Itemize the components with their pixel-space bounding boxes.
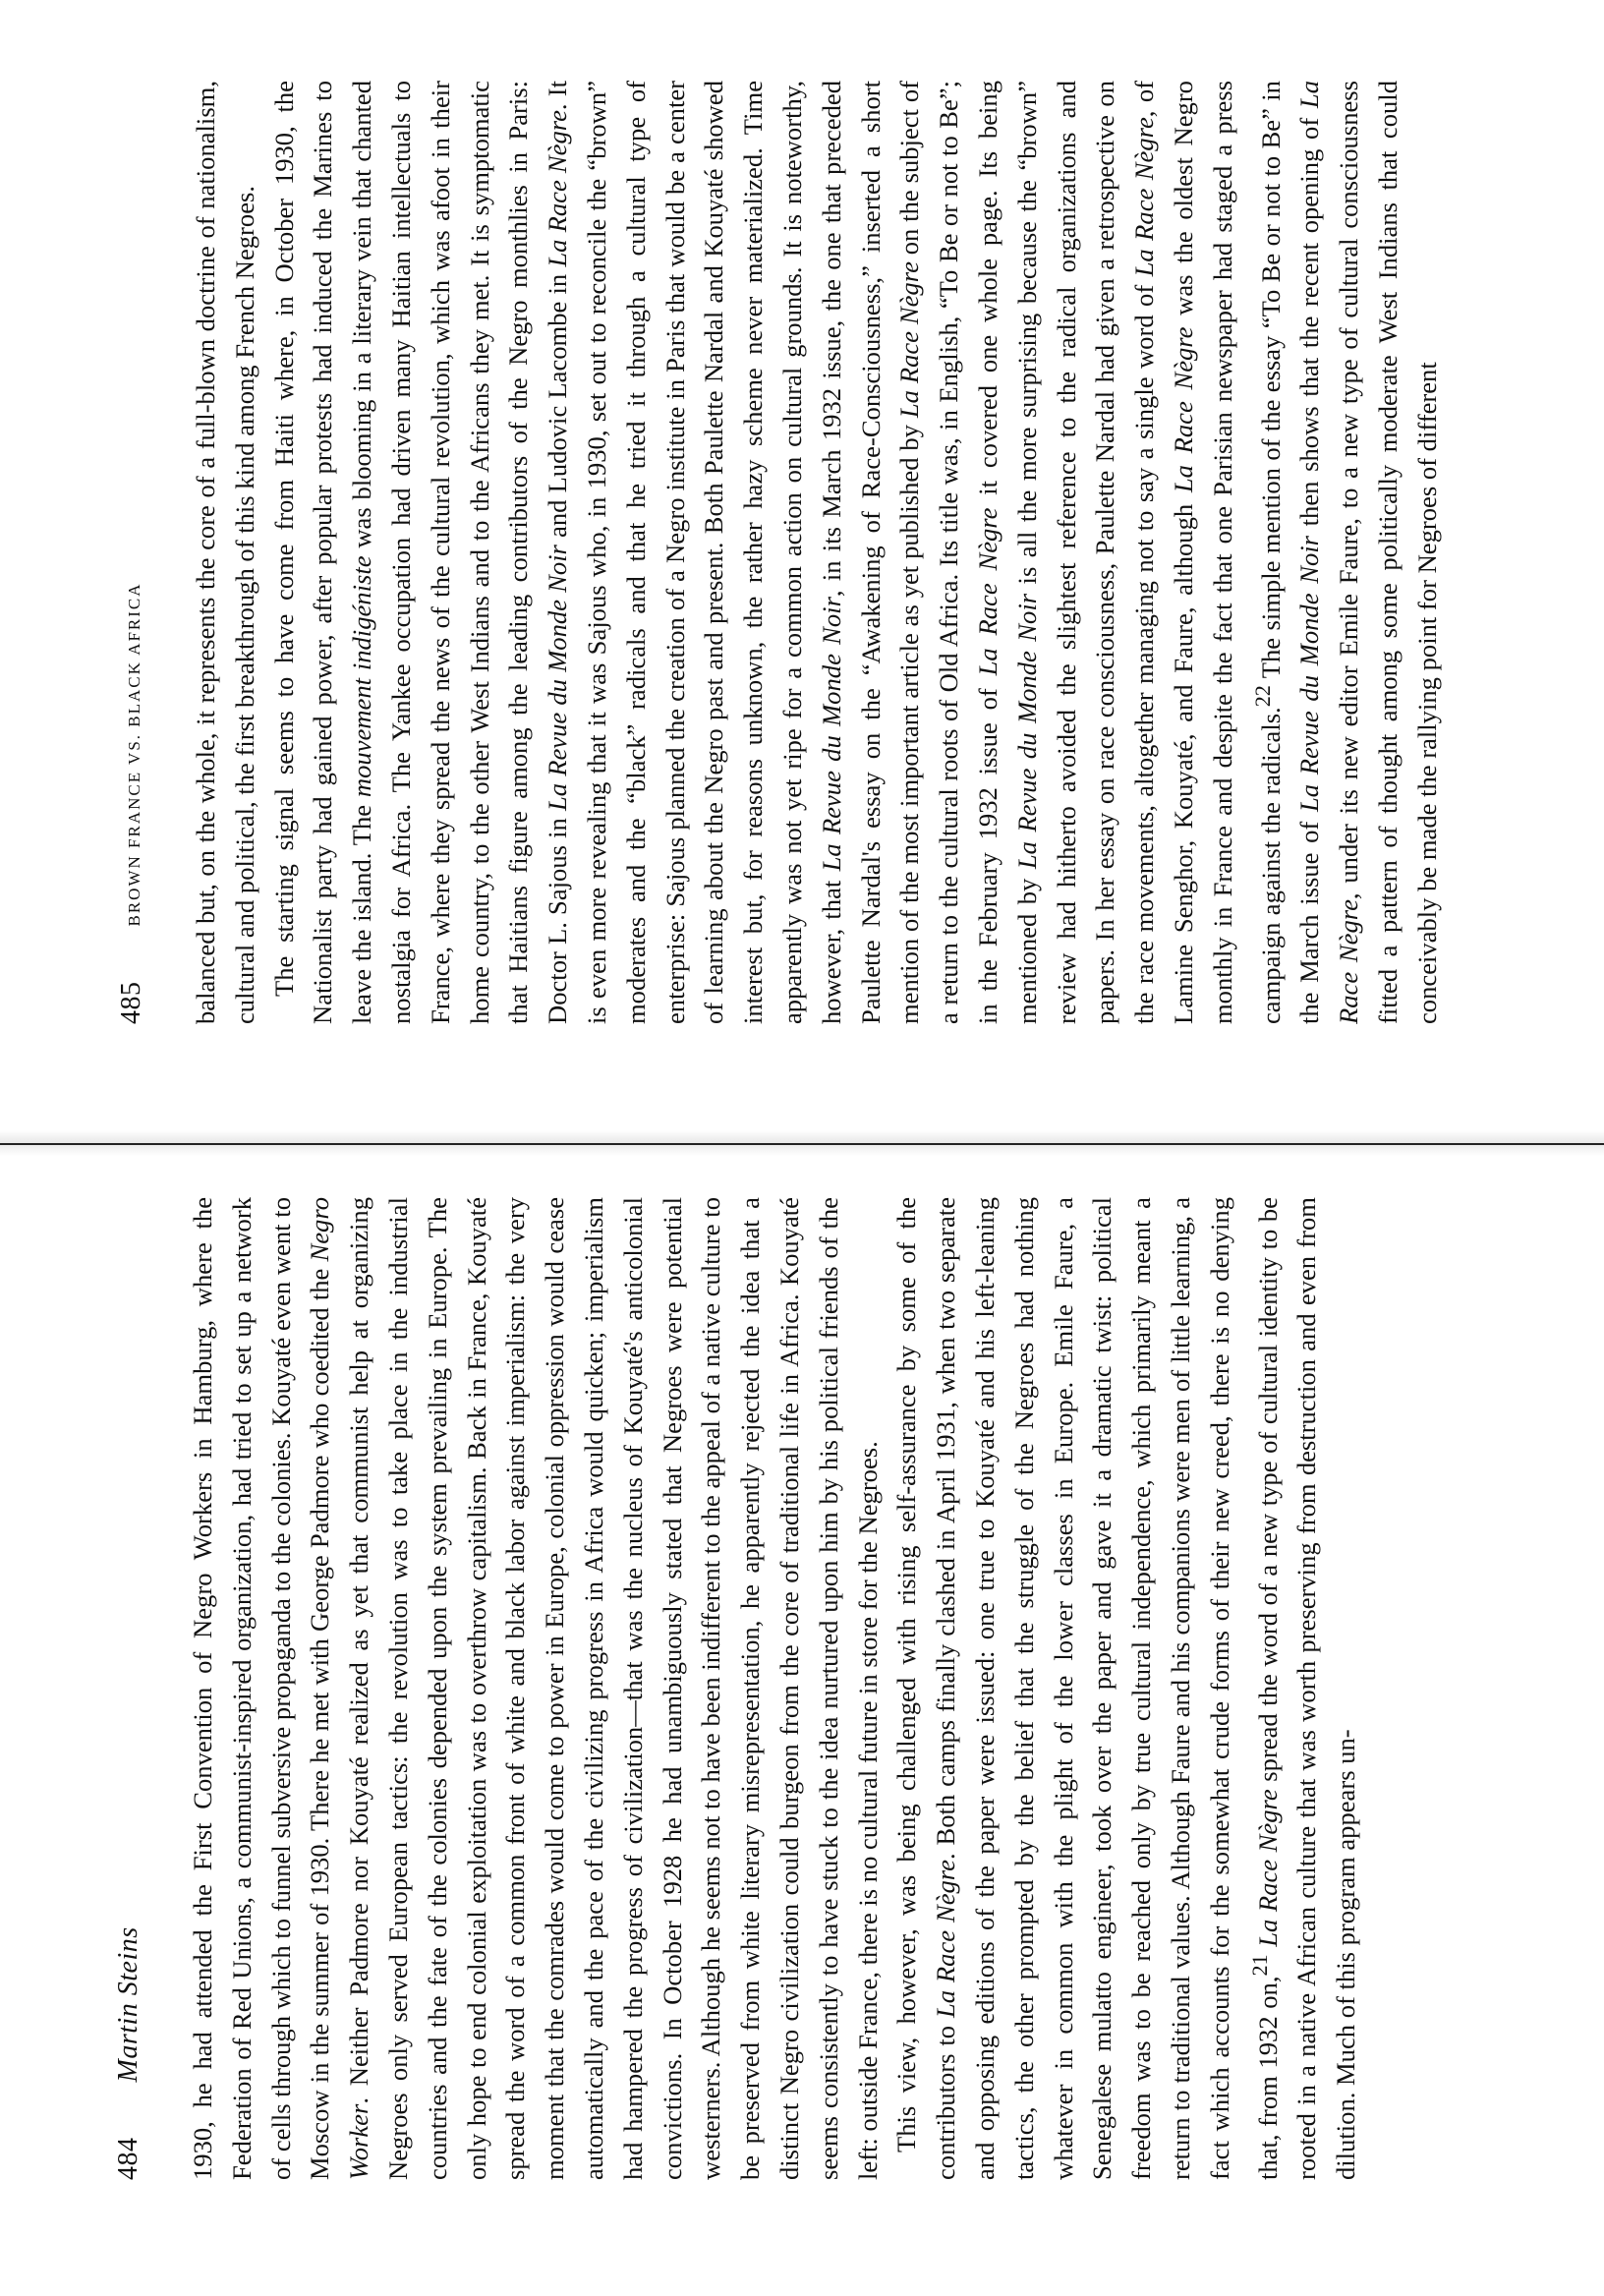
text-run: . It is even more revealing that it was Sajous who, in 1930, set out to reconcile the “brown” moderates and the “black” radicals and that he tried it through a cultural type of enterprise: Sajous planned the creation of a Negro institute in Paris that would be a center of learning about the Negro past and present. Both Paulette Nardal and Kouyaté showed interest but, for reasons unknown, the rather hazy scheme never materialized. Time apparently was not yet ripe for a common action on cultural grounds. It is noteworthy, however, that [543,81,846,1024]
text-run [1252,1947,1282,1955]
footnote-ref: 21 [1246,1954,1272,1977]
text-run: . Neither Padmore nor Kouyaté realized as yet that communist help at organizing Negroes only served European tactics: the revolution was to take place in the industrial countries and the fate of the colonies depended upon the system prevailing in Europe. The only hope to end colonial exploitation was to overthrow capitalism. Back in France, Kouyaté spread the word of a common front of white and black labor against imperialism: the very moment that the comrades would come to power in Europe, colonial oppression would cease automatically and the pace of the civilizing progress in Africa would quicken; imperialism had hampered the progress of civilization—that was the nucleus of Kouyaté's anticolonial convictions. In October 1928 he had unambiguously stated that Negroes were potential westerners. Although he seems not to have been indifferent to the appeal of a native culture to be preserved from white literary misrepresentation, he apparently rejected the idea that a distinct Negro civilization could burgeon from the core of traditional life in Africa. Kouyaté seems consistently to have stuck to the idea nurtured upon him by his political friends of the left: outside France, there is no cultural future in store for the Negroes. [344,1197,883,2180]
right-page [116,81,1561,1024]
italic-text: mouvement indigéniste [347,555,377,798]
text-run: then shows that the recent opening of [1294,108,1325,537]
italic-text: La Revue du Monde Noir [1294,536,1325,813]
body-text [187,81,1447,1024]
text-run: , under its new editor Emile Faure, to a new type of cultural consciousness fitted a pattern of thought among some politically moderate West Indians that could conceivably be made the rallying point for Negroes of different [1333,81,1442,1024]
italic-text: Negro Worker [305,1197,374,2180]
text-run: , of Lamine Senghor, Kouyaté, and Faure, although [1129,81,1198,1024]
running-head-title: Martin Steins [113,1926,143,2083]
text-run: and Ludovic Lacombe in [543,266,573,545]
text-run: balanced but, on the whole, it represents the core of a full-blown doctrine of nationalism, cultural and political, the first breakthrough of this kind among French Negroes. [191,81,259,1024]
left-page [113,1197,1568,2180]
text-run: it covered one whole page. Its being mentioned by [972,81,1042,1024]
text-run: was blooming in a literary vein that chanted nostalgia for Africa. The Yankee occupation had driven many Haitian intellectuals to France, where they spread the news of the cultural revolution, which was afoot in their home country, to the other West Indians and to the Africans they met. It is symptomatic that Haitians figure among the leading contributors of the Negro monthlies in Paris: Doctor L. Sajous in [347,81,573,1024]
paragraph [888,1197,1365,2180]
page-number: 485 [116,981,146,1024]
running-head-title: BROWN FRANCE VS. BLACK AFRICA [125,582,143,927]
running-head [116,81,175,1024]
text-run: The starting signal seems to have come from Haiti where, in October 1930, the Nationalist party had gained power, after popular protests had induced the Marines to leave the island. The [268,81,377,1024]
paragraph [187,81,265,1024]
page-fold-line [0,1143,1604,1145]
text-run: , in its March 1932 issue, the one that preceded Paulette Nardal's essay on the “Awakening of Race-Consciousness,” inserted a short mention of the most important article as yet published by [816,81,925,1024]
text-run: . Both camps finally clashed in April 1931, when two separate and opposing editions of the paper were issued: one true to Kouyaté and his left-leaning tactics, the other prompted by the belief that the struggle of the Negroes had nothing whatever in common with the plight of the lower classes in Europe. Emile Faure, a Senegalese mulatto engineer, took over the paper and gave it a dramatic twist: political freedom was to be reached only by true cultural independence, which primarily meant a return to traditional values. Although Faure and his companions were men of little learning, a fact which accounts for the somewhat crude forms of their new creed, there is no denying that, from 1932 on, [931,1197,1283,2180]
italic-text: La Race Nègre [894,261,925,419]
text-run: This view, however, was being challenged with rising self-assurance by some of the contributors to [891,1197,961,2180]
italic-text: La Revue du Monde Noir [543,545,573,811]
paragraph [184,1197,888,2180]
paragraph [265,81,1448,1024]
text-run: on the subject of a return to the cultural roots of Old Africa. Its title was, in English, “To Be or not to Be”; in the February 1932 issue of [894,81,1002,1024]
text-run: is all the more surprising because the “brown” review had hitherto avoided the slightest reference to the radical organizations and papers. In her essay on race consciousness, Paulette Nardal had given a retrospective on the race movements, altogether managing not to say a single word of [1011,81,1160,1024]
body-text [184,1197,1366,2180]
italic-text: La Race Nègre [1129,117,1160,277]
italic-text: La Revue du Monde Noir [1011,593,1042,870]
italic-text: La Race Nègre [543,110,573,267]
running-head [113,1197,172,2180]
italic-text: La Race Nègre [1294,81,1363,1024]
text-run: 1930, he had attended the First Convention of Negro Workers in Hamburg, where the Federation of Red Unions, a communist-inspired organization, had tried to set up a network of cells through which to funnel subversive propaganda to the colonies. Kouyaté even went to Moscow in the summer of 1930. There he met with George Padmore who coedited the [188,1197,335,2180]
page-number: 484 [113,2137,143,2180]
italic-text: La Revue du Monde Noir [816,597,846,872]
text-run: was the oldest Negro monthly in France and despite the fact that one Parisian newspaper had staged a press campaign against the radicals. [1168,81,1286,1024]
italic-text: La Race Nègre [1168,326,1198,493]
text-run: spread the word of a new type of cultural identity to be rooted in a native African culture that was worth preserving from destruction and even from dilution. Much of this program appears un- [1252,1197,1360,2180]
text-run: The simple mention of the essay “To Be or not to Be” in the March issue of [1255,81,1325,1024]
footnote-ref: 22 [1249,685,1275,708]
italic-text: La Race Nègre [1252,1789,1283,1947]
italic-text: La Race Nègre [931,1860,961,2019]
italic-text: La Race Nègre [972,507,1002,676]
